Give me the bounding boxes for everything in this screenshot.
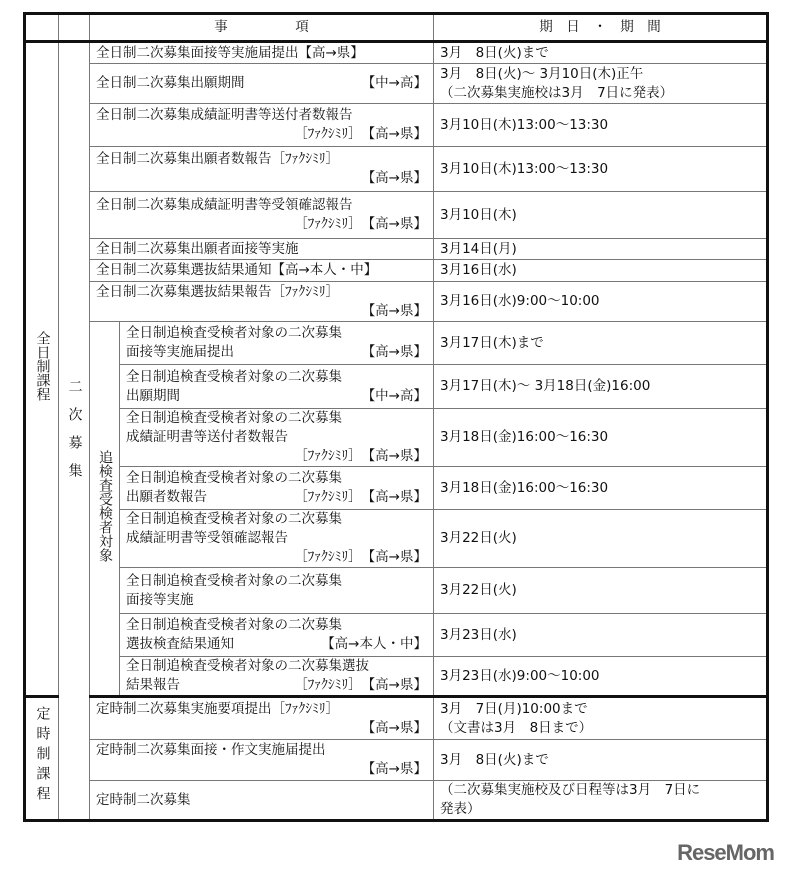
item-line (96, 741, 427, 760)
date-cell (434, 365, 768, 409)
item-cell (90, 42, 434, 64)
header-date: 期 日 ・ 期 間 (434, 14, 768, 42)
item-cell (120, 467, 434, 510)
date-line: 3月23日(水)9:00～10:00 (440, 667, 600, 684)
header-blank-2 (59, 14, 90, 42)
parttime-course-cell-label: 定時制課程 (34, 705, 51, 806)
date-cell (434, 42, 768, 64)
item-text: 面接等実施届提出 (126, 344, 234, 360)
item-text: 全日制追検査受検者対象の二次募集 (126, 368, 342, 385)
item-cell (90, 697, 434, 740)
date-cell (434, 64, 768, 104)
date-line: 3月18日(金)16:00～16:30 (440, 429, 609, 445)
date-line: 3月22日(火) (440, 582, 517, 598)
item-cell (90, 64, 434, 104)
item-line (126, 368, 427, 387)
item-cell (120, 322, 434, 365)
header-blank-1 (25, 14, 59, 42)
secondary-recruit-cell (59, 42, 90, 821)
date-line: 発表） (440, 801, 481, 817)
makeup-exam-cell-label: 追検査受検者対象 (97, 449, 113, 562)
item-text: 結果報告 (126, 677, 180, 693)
item-line (126, 469, 427, 488)
table-row (25, 467, 768, 510)
item-tag: ［ﾌｧｸｼﾐﾘ］ 【高→県】 (294, 677, 427, 693)
header-item: 事 項 (90, 14, 434, 42)
date-line: 3月10日(木)13:00～13:30 (440, 160, 609, 177)
item-cell (90, 192, 434, 239)
item-line (126, 447, 427, 466)
item-cell (90, 740, 434, 781)
item-text: 出願期間 (126, 387, 180, 404)
item-text: 全日制二次募集出願者面接等実施 (96, 240, 299, 257)
item-line (126, 572, 427, 591)
item-line (96, 791, 427, 810)
item-tag: 【中→高】 (361, 75, 427, 91)
date-cell (434, 467, 768, 510)
item-tag: ［ﾌｧｸｼﾐﾘ］ 【高→県】 (294, 448, 427, 464)
date-cell (434, 510, 768, 568)
date-cell (434, 657, 768, 697)
item-tag: 【高→県】 (361, 761, 427, 777)
date-cell (434, 568, 768, 614)
item-line (126, 657, 427, 676)
date-cell (434, 697, 768, 740)
item-text: 全日制二次募集面接等実施届提出【高→県】 (96, 44, 364, 61)
item-line (96, 261, 427, 280)
table-row (25, 365, 768, 409)
item-text: 全日制追検査受検者対象の二次募集 (126, 470, 342, 486)
item-cell (120, 365, 434, 409)
date-line: （二次募集実施校は3月 7日に発表） (440, 84, 674, 101)
date-cell (434, 239, 768, 260)
item-text: 全日制二次募集成績証明書等送付者数報告 (96, 107, 353, 123)
item-text: 成績証明書等送付者数報告 (126, 429, 288, 445)
table-row (25, 260, 768, 282)
item-line (96, 169, 427, 188)
item-cell (90, 147, 434, 192)
item-tag: 【高→県】 (361, 302, 427, 319)
date-line: 3月22日(火) (440, 530, 517, 546)
item-line (126, 488, 427, 507)
table-row (25, 42, 768, 64)
item-cell (90, 781, 434, 821)
item-tag: 【高→県】 (361, 344, 427, 360)
item-text: 定時制二次募集実施要項提出［ﾌｧｸｼﾐﾘ］ (96, 700, 339, 717)
item-line (96, 150, 427, 169)
item-line (126, 548, 427, 567)
item-cell (120, 568, 434, 614)
schedule-table (23, 12, 769, 822)
secondary-recruit-cell-label: 二 次 募 集 (66, 379, 83, 477)
item-text: 選抜検査結果通知 (126, 636, 234, 652)
item-text: 定時制二次募集 (96, 791, 191, 808)
date-line: 3月17日(木)～ 3月18日(金)16:00 (440, 378, 651, 394)
item-cell (90, 104, 434, 147)
item-tag: ［ﾌｧｸｼﾐﾘ］ 【高→県】 (294, 126, 427, 142)
item-tag: 【高→県】 (361, 719, 427, 736)
item-text: 全日制二次募集選抜結果報告［ﾌｧｸｼﾐﾘ］ (96, 283, 339, 300)
item-line (96, 44, 427, 63)
item-line (126, 510, 427, 529)
parttime-course-cell (25, 697, 59, 821)
item-tag: 【中→高】 (361, 387, 427, 404)
item-cell (120, 409, 434, 467)
date-line: 3月 8日(火)～ 3月10日(木)正午 (440, 65, 644, 82)
date-line: 3月18日(金)16:00～16:30 (440, 479, 609, 496)
item-cell (120, 614, 434, 657)
item-line (96, 125, 427, 144)
item-line (96, 240, 427, 259)
item-text: 全日制追検査受検者対象の二次募集 (126, 617, 342, 633)
item-text: 全日制二次募集成績証明書等受領確認報告 (96, 197, 353, 213)
item-tag: 【高→県】 (361, 170, 427, 186)
item-text: 出願者数報告 (126, 489, 207, 505)
item-line (126, 428, 427, 447)
table-row (25, 104, 768, 147)
item-line (126, 616, 427, 635)
table-row (25, 510, 768, 568)
date-cell (434, 740, 768, 781)
date-cell (434, 282, 768, 322)
header-row (25, 14, 768, 42)
date-cell (434, 614, 768, 657)
date-cell (434, 409, 768, 467)
table-row (25, 322, 768, 365)
date-line: 3月16日(水) (440, 262, 517, 278)
table-row (25, 147, 768, 192)
date-cell (434, 322, 768, 365)
table-row (25, 697, 768, 740)
item-line (96, 106, 427, 125)
item-line (126, 387, 427, 406)
item-text: 全日制二次募集出願期間 (96, 75, 245, 91)
date-line: （文書は3月 8日まで） (440, 719, 593, 736)
table-row (25, 64, 768, 104)
date-line: 3月 8日(火)まで (440, 44, 549, 61)
date-line: 3月10日(木)13:00～13:30 (440, 116, 609, 133)
item-text: 全日制追検査受検者対象の二次募集 (126, 410, 342, 426)
item-line (126, 343, 427, 362)
table-row (25, 657, 768, 697)
table-row (25, 614, 768, 657)
item-line (96, 302, 427, 321)
date-line: （二次募集実施校及び日程等は3月 7日に (440, 782, 701, 798)
item-cell (120, 510, 434, 568)
item-cell (90, 239, 434, 260)
date-cell (434, 192, 768, 239)
table-row (25, 409, 768, 467)
date-line: 3月23日(水) (440, 626, 517, 643)
item-text: 全日制二次募集出願者数報告［ﾌｧｸｼﾐﾘ］ (96, 151, 339, 167)
fulltime-course-cell-label: 全日制課程 (34, 331, 51, 401)
item-tag: ［ﾌｧｸｼﾐﾘ］ 【高→県】 (294, 489, 427, 505)
item-cell (120, 657, 434, 697)
item-tag: ［ﾌｧｸｼﾐﾘ］ 【高→県】 (294, 549, 427, 565)
date-line: 3月10日(木) (440, 206, 517, 223)
item-text: 全日制追検査受検者対象の二次募集選抜 (126, 658, 369, 674)
table-row (25, 192, 768, 239)
item-text: 全日制追検査受検者対象の二次募集 (126, 325, 342, 341)
item-line (126, 591, 427, 610)
date-cell (434, 104, 768, 147)
resemom-logo: ReseMom (677, 840, 774, 865)
item-line (96, 74, 427, 93)
item-line (126, 676, 427, 695)
item-text: 面接等実施 (126, 591, 194, 608)
item-line (126, 324, 427, 343)
item-line (96, 215, 427, 234)
item-text: 全日制追検査受検者対象の二次募集 (126, 511, 342, 527)
item-text: 定時制二次募集面接・作文実施届提出 (96, 742, 326, 758)
date-line: 3月17日(木)まで (440, 334, 544, 351)
date-cell (434, 781, 768, 821)
makeup-exam-cell (90, 322, 120, 697)
table-row (25, 740, 768, 781)
table-row (25, 239, 768, 260)
item-line (126, 635, 427, 654)
fulltime-course-cell (25, 42, 59, 697)
date-line: 3月14日(月) (440, 240, 517, 257)
table-row (25, 568, 768, 614)
date-line: 3月16日(水)9:00～10:00 (440, 293, 600, 309)
item-line (96, 760, 427, 779)
item-line (96, 719, 427, 738)
date-cell (434, 147, 768, 192)
date-line: 3月 7日(月)10:00まで (440, 700, 588, 717)
item-text: 成績証明書等受領確認報告 (126, 530, 288, 546)
table-row (25, 781, 768, 821)
item-tag: 【高→本人・中】 (321, 636, 427, 652)
item-line (126, 529, 427, 548)
item-line (96, 283, 427, 302)
date-line: 3月 8日(火)まで (440, 751, 549, 768)
date-cell (434, 260, 768, 282)
item-text: 全日制追検査受検者対象の二次募集 (126, 572, 342, 589)
item-cell (90, 260, 434, 282)
item-line (96, 196, 427, 215)
item-tag: ［ﾌｧｸｼﾐﾘ］ 【高→県】 (294, 216, 427, 232)
item-text: 全日制二次募集選抜結果通知【高→本人・中】 (96, 262, 378, 278)
item-line (96, 700, 427, 719)
table-row (25, 282, 768, 322)
item-line (126, 409, 427, 428)
item-cell (90, 282, 434, 322)
